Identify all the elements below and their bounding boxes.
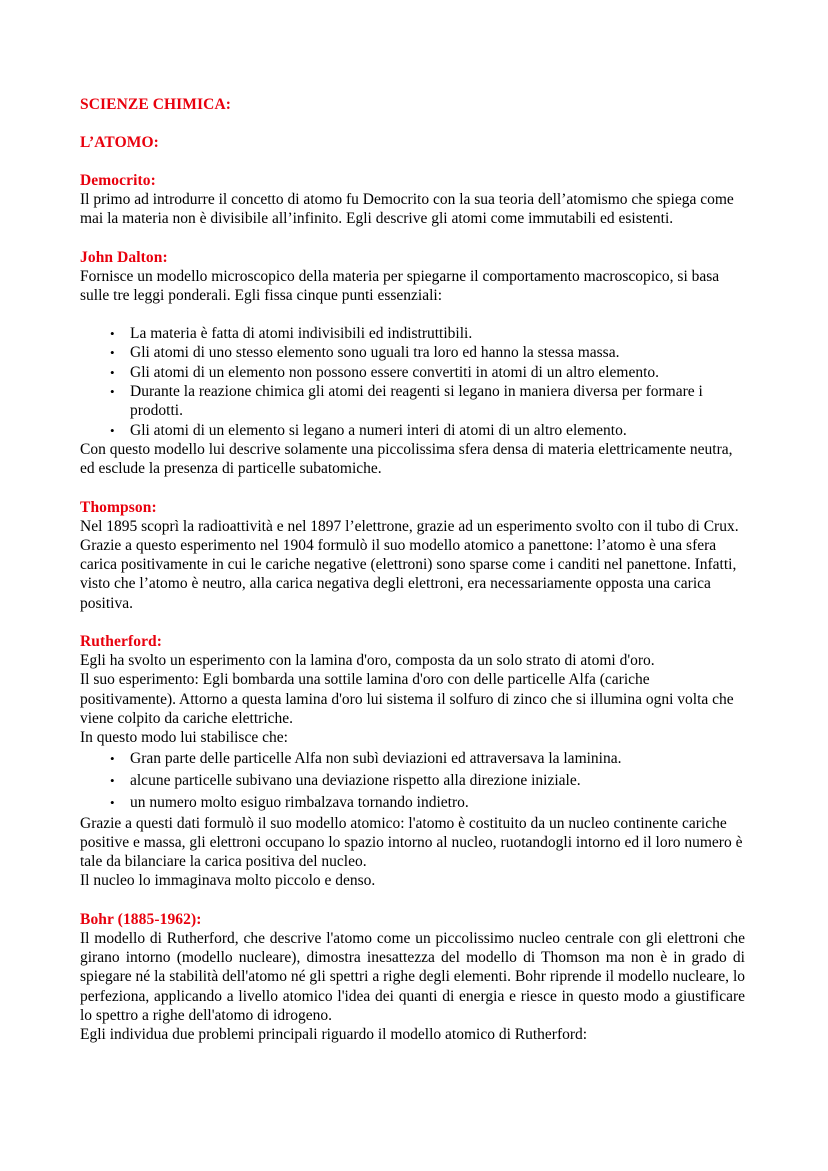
rutherford-paragraph-2: Il suo esperimento: Egli bombarda una sottile lamina d'oro con delle particelle Alfa (cariche positivamente). Attorno a questa lamina d'oro lui sistema il solfuro di zinco che si illumina ogni volta che viene colpito da cariche elettriche. <box>80 671 734 727</box>
dalton-bullet-list <box>80 324 745 440</box>
bohr-closing-paragraph: Egli individua due problemi principali riguardo il modello atomico di Rutherford: <box>80 1026 588 1044</box>
section-paragraph-bohr: Il modello di Rutherford, che descrive l'atomo come un piccolissimo nucleo centrale con gli elettroni che girano intorno (modello nucleare), dimostra inesattezza del modello di Thomson ma non è in grado di spiegare né la stabilità dell'atomo né gli spettri a righe degli elementi. Bohr riprende il modello nucleare, lo perfeziona, applicando a livello atomico l'idea dei quanti di energia e riesce in questo modo a giustificare lo spettro a righe dell'atomo di idrogeno. <box>80 929 745 1024</box>
document-title: SCIENZE CHIMICA: <box>80 96 232 113</box>
list-item: • Gli atomi di un elemento non possono essere convertiti in atomi di un altro elemento. <box>80 363 745 382</box>
section-paragraph-democrito: Il primo ad introdurre il concetto di atomo fu Democrito con la sua teoria dell’atomismo che spiega come mai la materia non è divisibile all’infinito. Egli descrive gli atomi come immutabili ed esistenti. <box>80 191 734 228</box>
rutherford-paragraph-1: Egli ha svolto un esperimento con la lamina d'oro, composta da un solo strato di atomi d'oro. <box>80 652 655 670</box>
spacer <box>80 114 745 133</box>
list-item: • alcune particelle subivano una deviazione rispetto alla direzione iniziale. <box>80 770 745 792</box>
spacer <box>80 152 745 171</box>
rutherford-closing-paragraph-2: Il nucleo lo immaginava molto piccolo e denso. <box>80 872 376 890</box>
rutherford-bullet-list <box>80 748 745 814</box>
spacer <box>80 891 745 910</box>
list-item: • Gli atomi di un elemento si legano a numeri interi di atomi di un altro elemento. <box>80 421 745 440</box>
rutherford-closing-paragraph: Grazie a questi dati formulò il suo modello atomico: l'atomo è costituito da un nucleo continente cariche positive e massa, gli elettroni occupano lo spazio intorno al nucleo, ruotandogli intorno ed il loro numero è tale da bilanciare la carica positiva del nucleo. <box>80 814 743 871</box>
section-heading-john-dalton: John Dalton: <box>80 248 168 266</box>
spacer <box>80 613 745 632</box>
spacer <box>80 305 745 324</box>
section-heading-democrito: Democrito: <box>80 172 156 189</box>
section-heading-bohr: Bohr (1885-1962): <box>80 910 202 928</box>
document-body <box>80 95 745 1045</box>
document-subtitle: L’ATOMO: <box>80 134 159 151</box>
list-item: • Gran parte delle particelle Alfa non subì deviazioni ed attraversava la laminina. <box>80 748 745 770</box>
list-item: • Durante la reazione chimica gli atomi dei reagenti si legano in maniera diversa per formare i prodotti. <box>80 382 745 421</box>
section-paragraph-john-dalton: Fornisce un modello microscopico della materia per spiegarne il comportamento macroscopico, si basa sulle tre leggi ponderali. Egli fissa cinque punti essenziali: <box>80 267 720 304</box>
spacer <box>80 479 745 498</box>
section-paragraph-thompson: Nel 1895 scoprì la radioattività e nel 1897 l’elettrone, grazie ad un esperimento svolto con il tubo di Crux. Grazie a questo esperimento nel 1904 formulò il suo modello atomico a panettone: l’atomo è una sfera carica positivamente in cui le cariche negative (elettroni) sono sparse come i canditi nel panettone. Infatti, visto che l’atomo è neutro, alla carica negativa degli elettroni, era necessariamente opposta una carica positiva. <box>80 517 739 612</box>
list-item: • un numero molto esiguo rimbalzava tornando indietro. <box>80 792 745 814</box>
dalton-closing-paragraph: Con questo modello lui descrive solamente una piccolissima sfera densa di materia elettricamente neutra, ed esclude la presenza di particelle subatomiche. <box>80 440 733 478</box>
list-item: • Gli atomi di uno stesso elemento sono uguali tra loro ed hanno la stessa massa. <box>80 343 745 362</box>
spacer <box>80 229 745 248</box>
section-heading-thompson: Thompson: <box>80 498 157 516</box>
list-item: • La materia è fatta di atomi indivisibili ed indistruttibili. <box>80 324 745 343</box>
rutherford-lead-in: In questo modo lui stabilisce che: <box>80 729 288 747</box>
section-heading-rutherford: Rutherford: <box>80 633 163 651</box>
